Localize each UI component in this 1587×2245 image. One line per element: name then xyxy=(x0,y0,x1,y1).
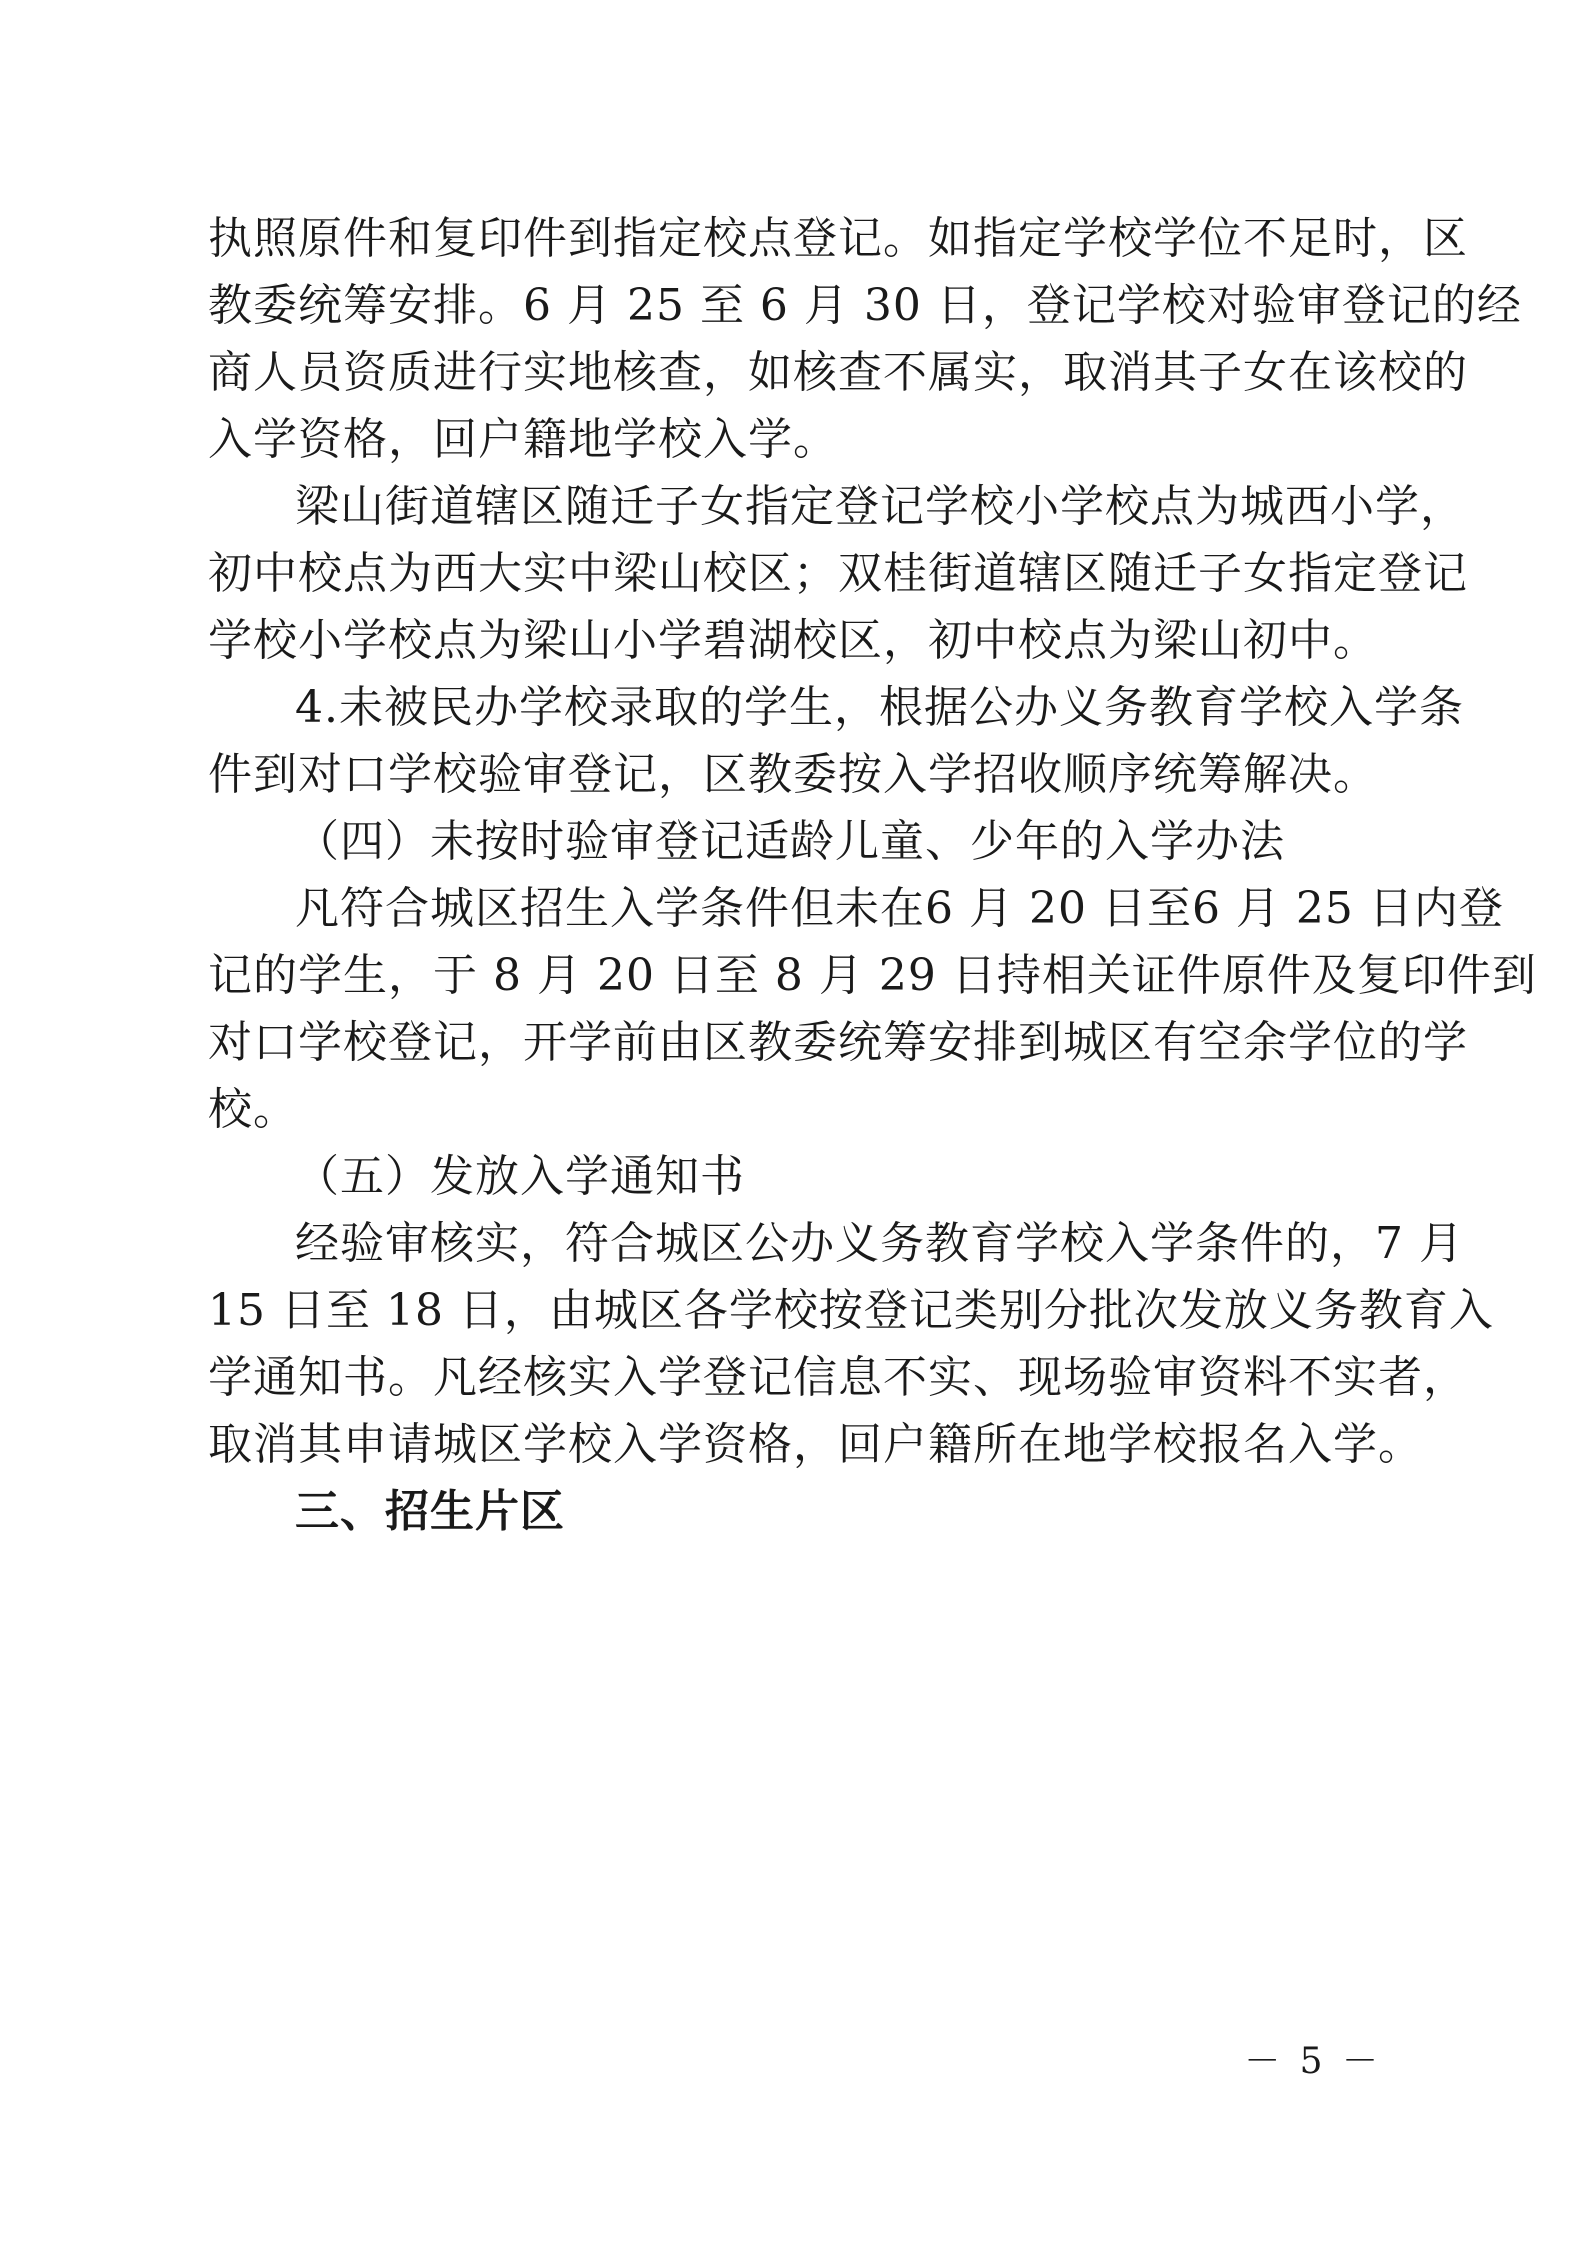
paragraph-line: 教委统筹安排。6 月 25 至 6 月 30 日，登记学校对验审登记的经 xyxy=(208,280,1522,331)
section-subheading: （四）未按时验审登记适龄儿童、少年的入学办法 xyxy=(295,816,1285,867)
section-heading: 三、招生片区 xyxy=(295,1486,565,1537)
paragraph-line: 商人员资质进行实地核查，如核查不属实，取消其子女在该校的 xyxy=(208,347,1468,398)
paragraph-line: 梁山街道辖区随迁子女指定登记学校小学校点为城西小学， xyxy=(295,481,1465,532)
paragraph-line: 校。 xyxy=(208,1084,298,1135)
paragraph-line: 入学资格，回户籍地学校入学。 xyxy=(208,414,838,465)
paragraph-line: 件到对口学校验审登记，区教委按入学招收顺序统筹解决。 xyxy=(208,749,1378,800)
paragraph-line: 学校小学校点为梁山小学碧湖校区，初中校点为梁山初中。 xyxy=(208,615,1378,666)
paragraph-line: 15 日至 18 日，由城区各学校按登记类别分批次发放义务教育入 xyxy=(208,1285,1494,1336)
paragraph-line: 执照原件和复印件到指定校点登记。如指定学校学位不足时，区 xyxy=(208,213,1468,264)
paragraph-line: 4.未被民办学校录取的学生，根据公办义务教育学校入学条 xyxy=(295,682,1464,733)
paragraph-line: 记的学生，于 8 月 20 日至 8 月 29 日持相关证件原件及复印件到 xyxy=(208,950,1537,1001)
paragraph-line: 取消其申请城区学校入学资格，回户籍所在地学校报名入学。 xyxy=(208,1419,1423,1470)
paragraph-line: 凡符合城区招生入学条件但未在6 月 20 日至6 月 25 日内登 xyxy=(295,883,1504,934)
paragraph-line: 初中校点为西大实中梁山校区；双桂街道辖区随迁子女指定登记 xyxy=(208,548,1468,599)
paragraph-line: 对口学校登记，开学前由区教委统筹安排到城区有空余学位的学 xyxy=(208,1017,1468,1068)
section-subheading: （五）发放入学通知书 xyxy=(295,1151,745,1202)
paragraph-line: 经验审核实，符合城区公办义务教育学校入学条件的，7 月 xyxy=(295,1218,1464,1269)
paragraph-line: 学通知书。凡经核实入学登记信息不实、现场验审资料不实者， xyxy=(208,1352,1468,1403)
page-number: － 5 － xyxy=(1244,2041,1382,2082)
